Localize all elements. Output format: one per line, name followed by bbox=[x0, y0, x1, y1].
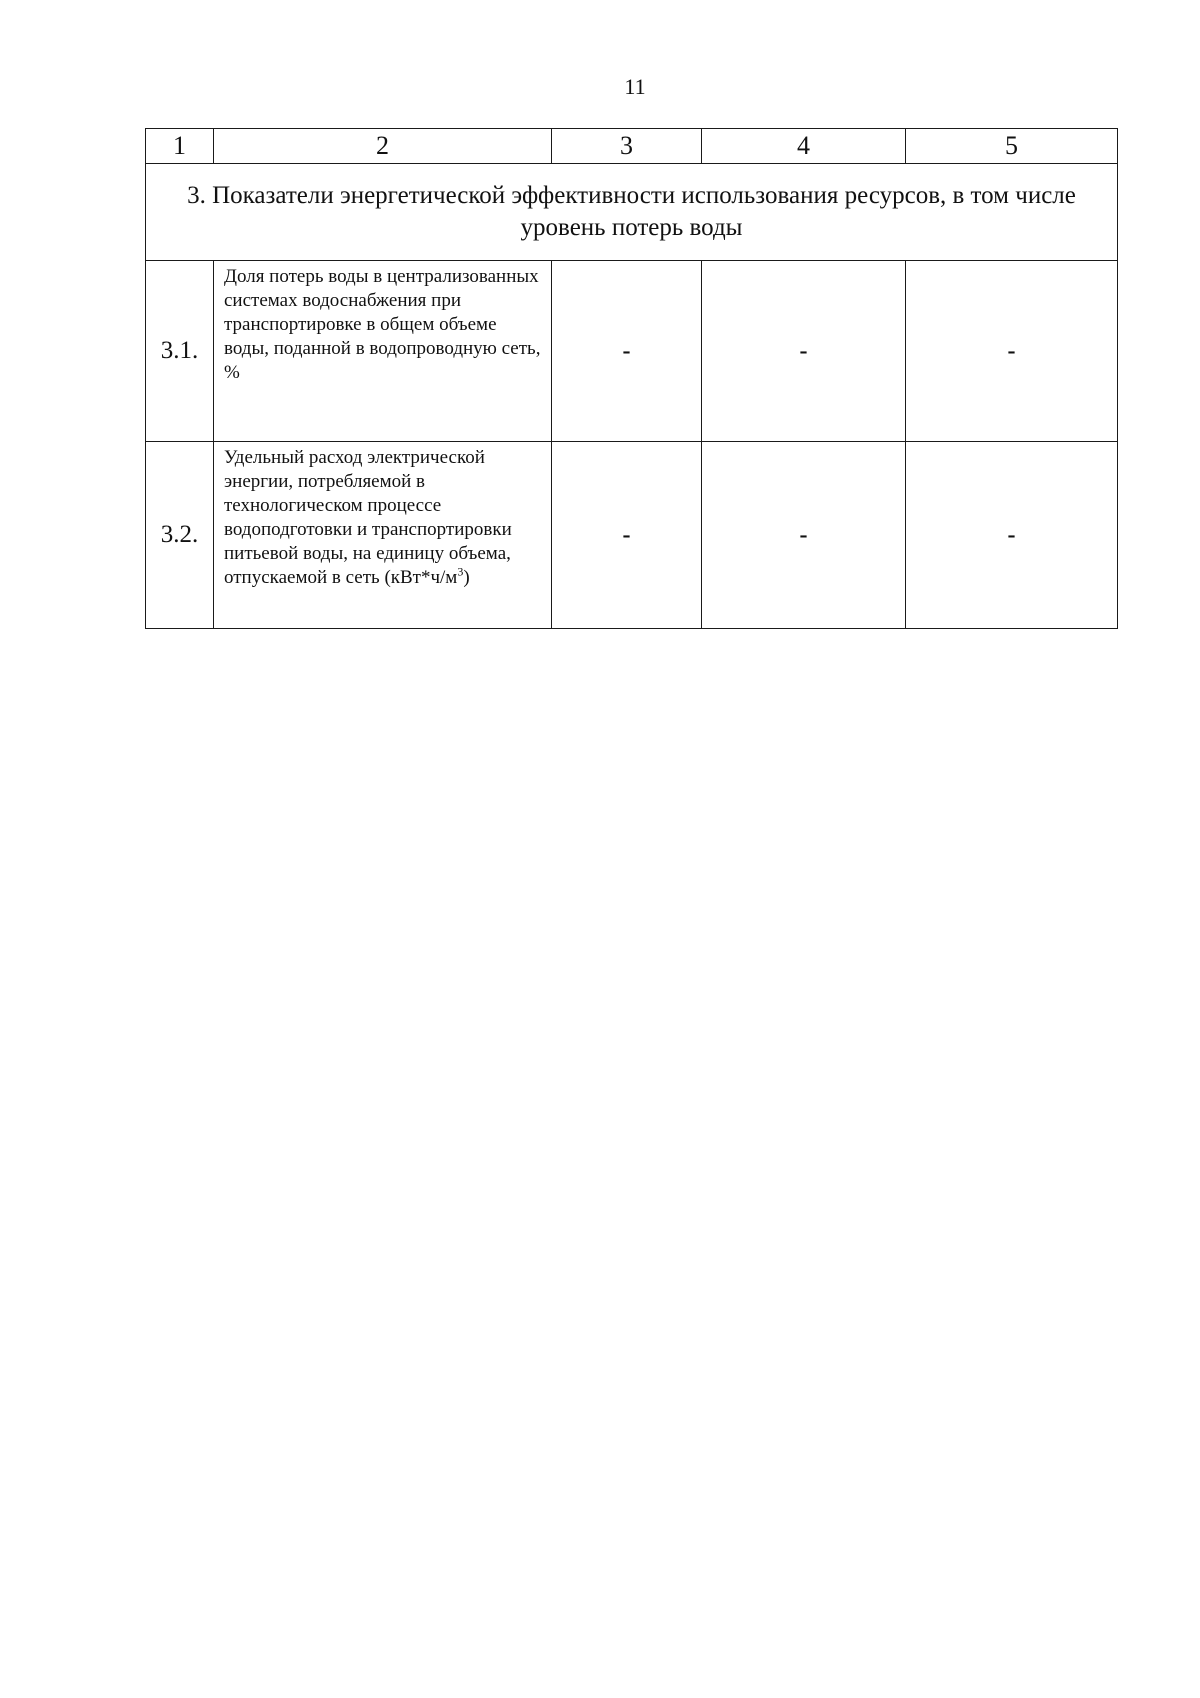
row-number: 3.1. bbox=[146, 261, 214, 442]
row-value-col3: - bbox=[552, 261, 702, 442]
column-header-3: 3 bbox=[552, 129, 702, 164]
page-number: 11 bbox=[624, 74, 646, 99]
row-value-col5: - bbox=[906, 261, 1118, 442]
row-number: 3.2. bbox=[146, 442, 214, 629]
column-header-4: 4 bbox=[702, 129, 906, 164]
unit-superscript: 3 bbox=[457, 564, 464, 579]
row-description bbox=[214, 442, 552, 629]
column-header-5: 5 bbox=[906, 129, 1118, 164]
section-title: 3. Показатели энергетической эффективности использования ресурсов, в том числе уровень потерь воды bbox=[146, 164, 1118, 261]
section-row bbox=[146, 164, 1118, 261]
table-row bbox=[146, 261, 1118, 442]
row-value-col5: - bbox=[906, 442, 1118, 629]
row-value-col4: - bbox=[702, 442, 906, 629]
column-header-2: 2 bbox=[214, 129, 552, 164]
column-header-1: 1 bbox=[146, 129, 214, 164]
row-description-text: Удельный расход электрической энергии, потребляемой в технологическом процессе водоподготовки и транспортировки питьевой воды, на единицу объема, отпускаемой в сеть (кВт*ч/м bbox=[224, 447, 512, 588]
row-value-col4: - bbox=[702, 261, 906, 442]
table-row bbox=[146, 442, 1118, 629]
row-value-col3: - bbox=[552, 442, 702, 629]
row-description-end: ) bbox=[463, 567, 470, 588]
row-description: Доля потерь воды в централизованных системах водоснабжения при транспортировке в общем объеме воды, поданной в водопроводную сеть, % bbox=[214, 261, 552, 442]
indicators-table bbox=[145, 128, 1118, 629]
column-number-row bbox=[146, 129, 1118, 164]
